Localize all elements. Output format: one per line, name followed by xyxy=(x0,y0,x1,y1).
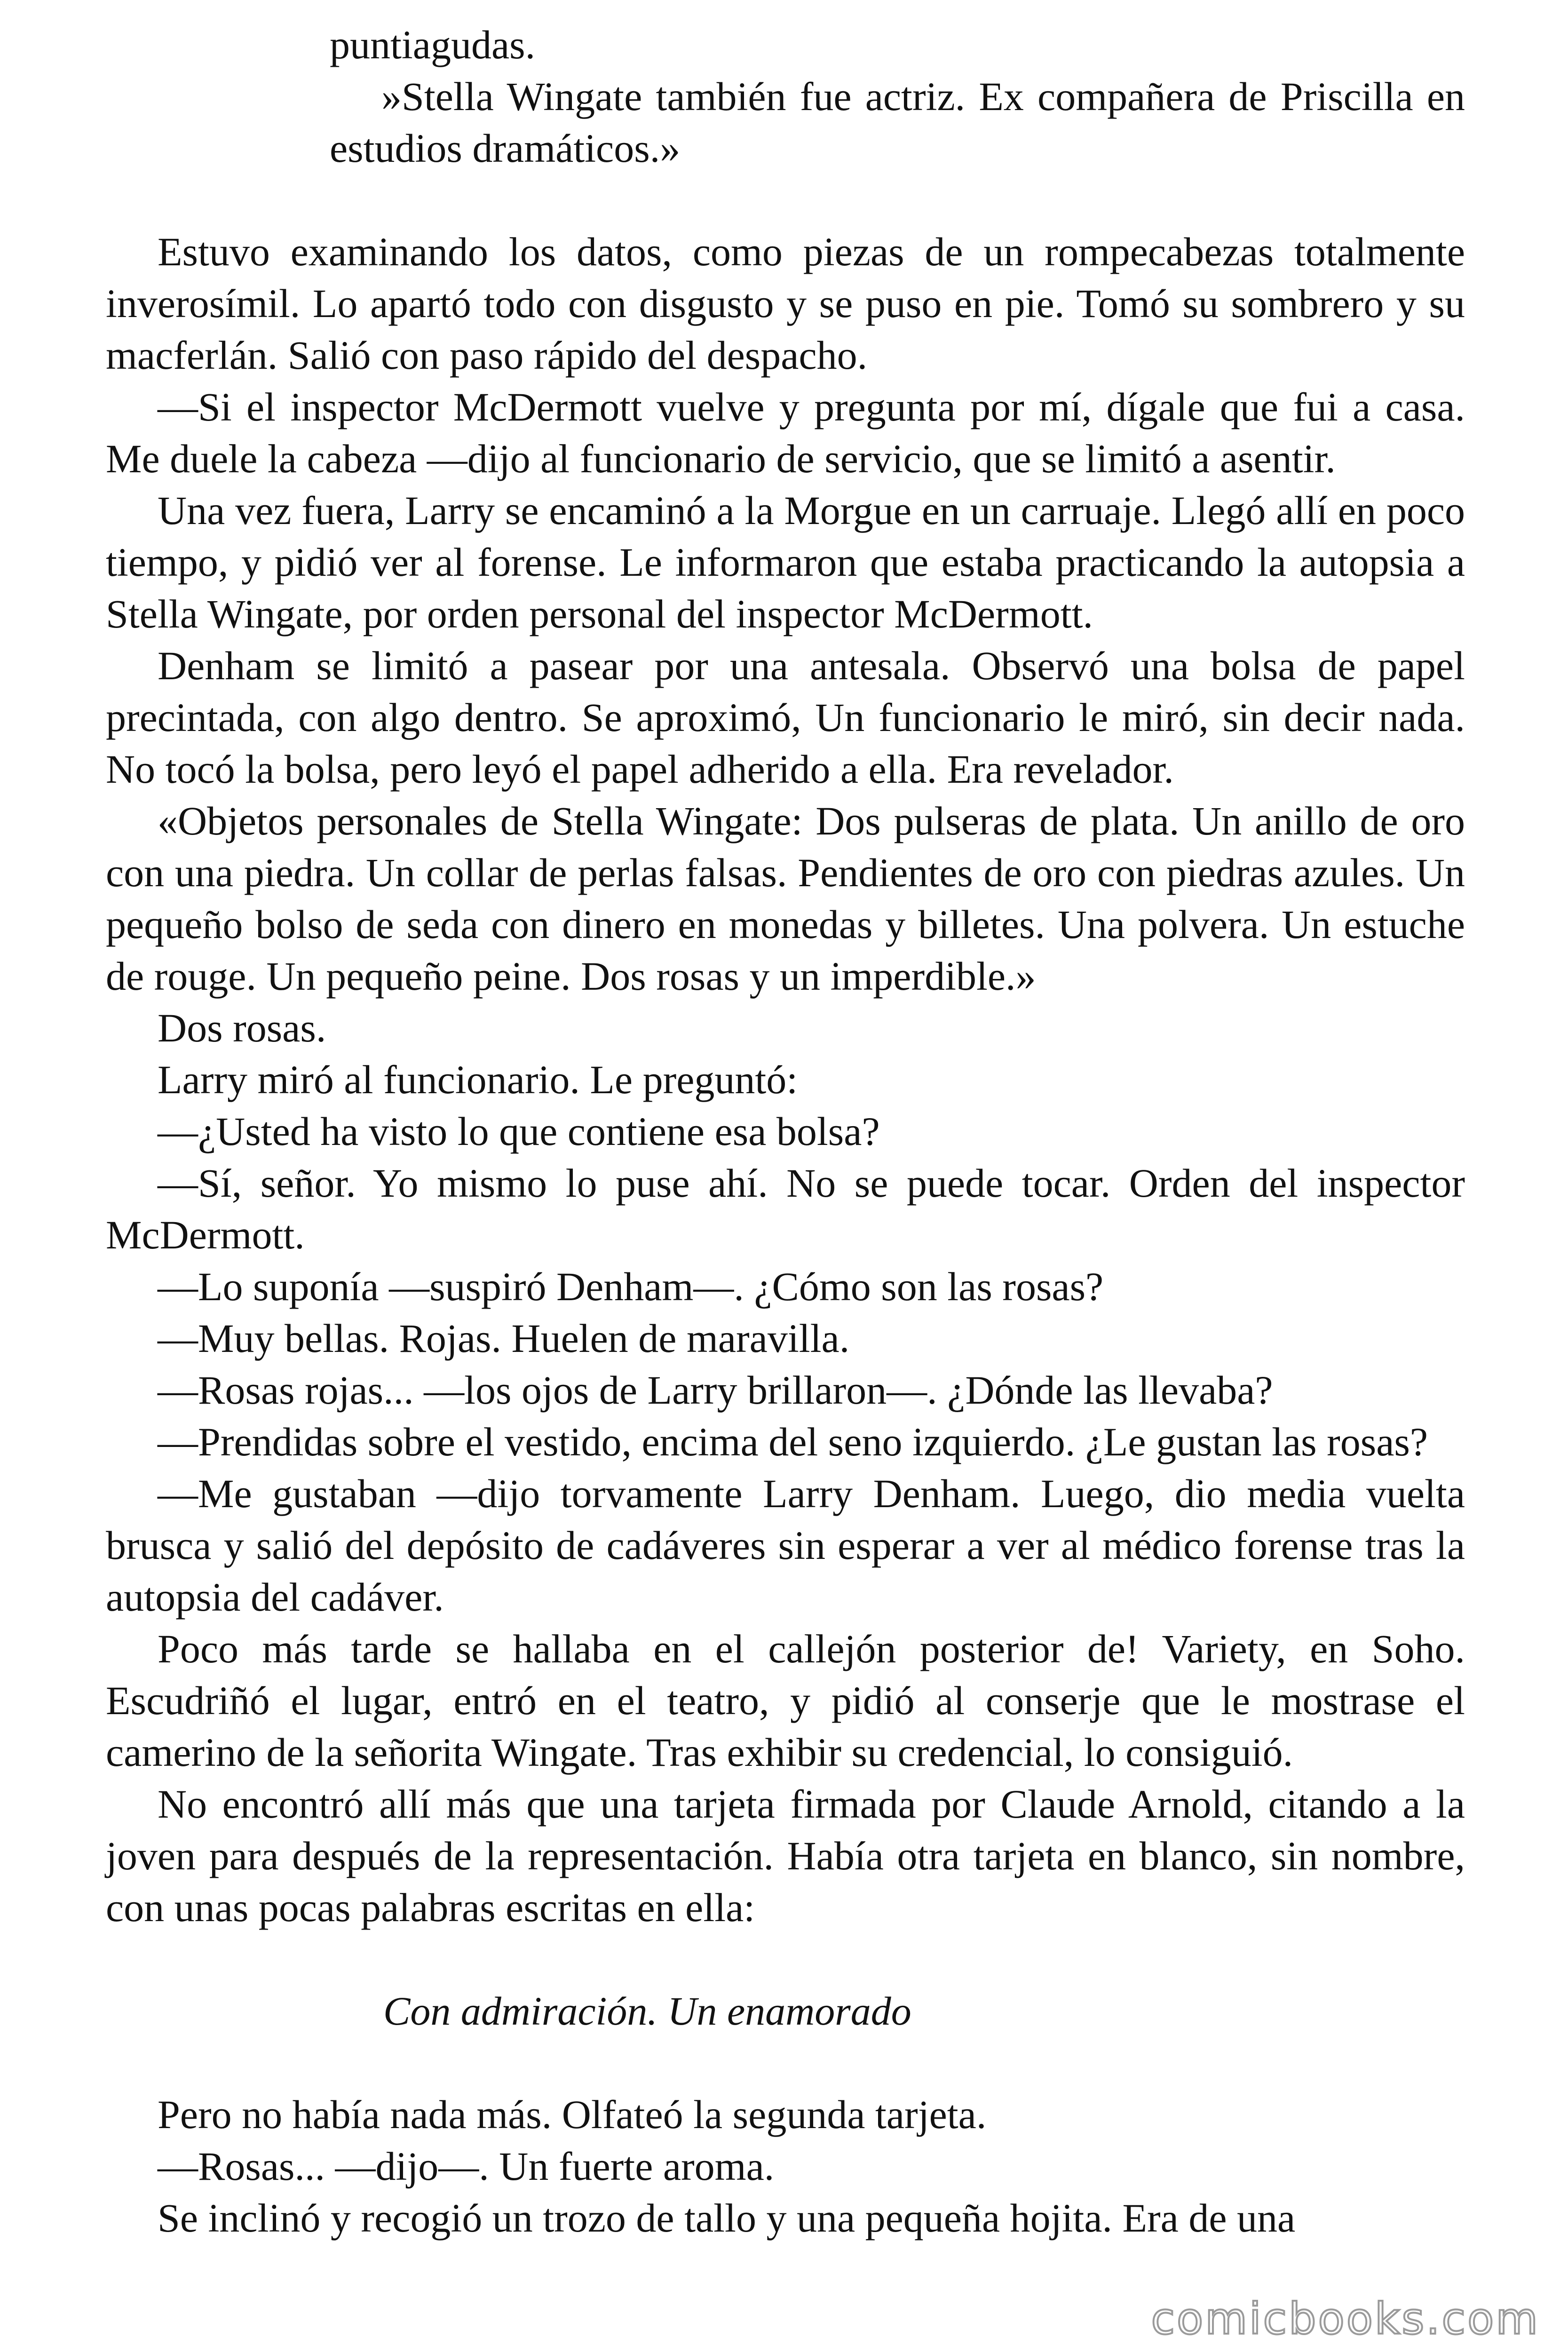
paragraph: «Objetos personales de Stella Wingate: Dos pulseras de plata. Un anillo de oro con una piedra. Un collar de perlas falsas. Pendientes de oro con piedras azules. Un pequeño bolso de seda con dinero en monedas y billetes. Una polvera. Un estuche de rouge. Un pequeño peine. Dos rosas y un imperdible.» xyxy=(106,798,1465,999)
quote-line: puntiagudas. xyxy=(330,22,536,67)
paragraph: —Prendidas sobre el vestido, encima del seno izquierdo. ¿Le gustan las rosas? xyxy=(158,1419,1428,1464)
paragraph: Dos rosas. xyxy=(158,1005,326,1050)
paragraph: No encontró allí más que una tarjeta firmada por Claude Arnold, citando a la joven para después de la representación. Había otra tarjeta en blanco, sin nombre, con unas pocas palabras escritas en ella: xyxy=(106,1781,1465,1930)
paragraph: —Si el inspector McDermott vuelve y pregunta por mí, dígale que fui a casa. Me duele la cabeza —dijo al funcionario de servicio, que se limitó a asentir. xyxy=(106,384,1465,481)
paragraph: Se inclinó y recogió un trozo de tallo y una pequeña hojita. Era de una xyxy=(158,2195,1296,2241)
card-inscription: Con admiración. Un enamorado xyxy=(383,1988,911,2034)
paragraph: Poco más tarde se hallaba en el callejón posterior de! Variety, en Soho. Escudriñó el lugar, entró en el teatro, y pidió al conserje que le mostrase el camerino de la señorita Wingate. Tras exhibir su credencial, lo consiguió. xyxy=(106,1626,1465,1775)
paragraph: Una vez fuera, Larry se encaminó a la Morgue en un carruaje. Llegó allí en poco tiempo, y pidió ver al forense. Le informaron que estaba practicando la autopsia a Stella Wingate, por orden personal del inspector McDermott. xyxy=(106,488,1465,636)
quoted-report xyxy=(106,19,1465,174)
quote-line: »Stella Wingate también fue actriz. Ex compañera de Priscilla en estudios dramáticos.» xyxy=(330,74,1465,171)
paragraph: Estuvo examinando los datos, como piezas de un rompecabezas totalmente inverosímil. Lo apartó todo con disgusto y se puso en pie. Tomó su sombrero y su macferlán. Salió con paso rápido del despacho. xyxy=(106,229,1465,378)
paragraph: —Rosas... —dijo—. Un fuerte aroma. xyxy=(158,2144,775,2189)
paragraph: Denham se limitó a pasear por una antesala. Observó una bolsa de papel precintada, con algo dentro. Se aproximó, Un funcionario le miró, sin decir nada. No tocó la bolsa, pero leyó el papel adherido a ella. Era revelador. xyxy=(106,643,1465,792)
paragraph: —Me gustaban —dijo torvamente Larry Denham. Luego, dio media vuelta brusca y salió del depósito de cadáveres sin esperar a ver al médico forense tras la autopsia del cadáver. xyxy=(106,1471,1465,1620)
paragraph: Pero no había nada más. Olfateó la segunda tarjeta. xyxy=(158,2092,987,2137)
book-page xyxy=(106,19,1465,2244)
paragraph: —Sí, señor. Yo mismo lo puse ahí. No se puede tocar. Orden del inspector McDermott. xyxy=(106,1160,1465,1257)
paragraph: —Rosas rojas... —los ojos de Larry brillaron—. ¿Dónde las llevaba? xyxy=(158,1367,1273,1413)
paragraph: —Lo suponía —suspiró Denham—. ¿Cómo son las rosas? xyxy=(158,1264,1104,1309)
paragraph: —Muy bellas. Rojas. Huelen de maravilla. xyxy=(158,1316,850,1361)
watermark: comicbooks.com xyxy=(1151,2294,1540,2344)
body-text xyxy=(106,226,1465,2244)
paragraph: —¿Usted ha visto lo que contiene esa bolsa? xyxy=(158,1109,880,1154)
paragraph: Larry miró al funcionario. Le preguntó: xyxy=(158,1057,798,1102)
